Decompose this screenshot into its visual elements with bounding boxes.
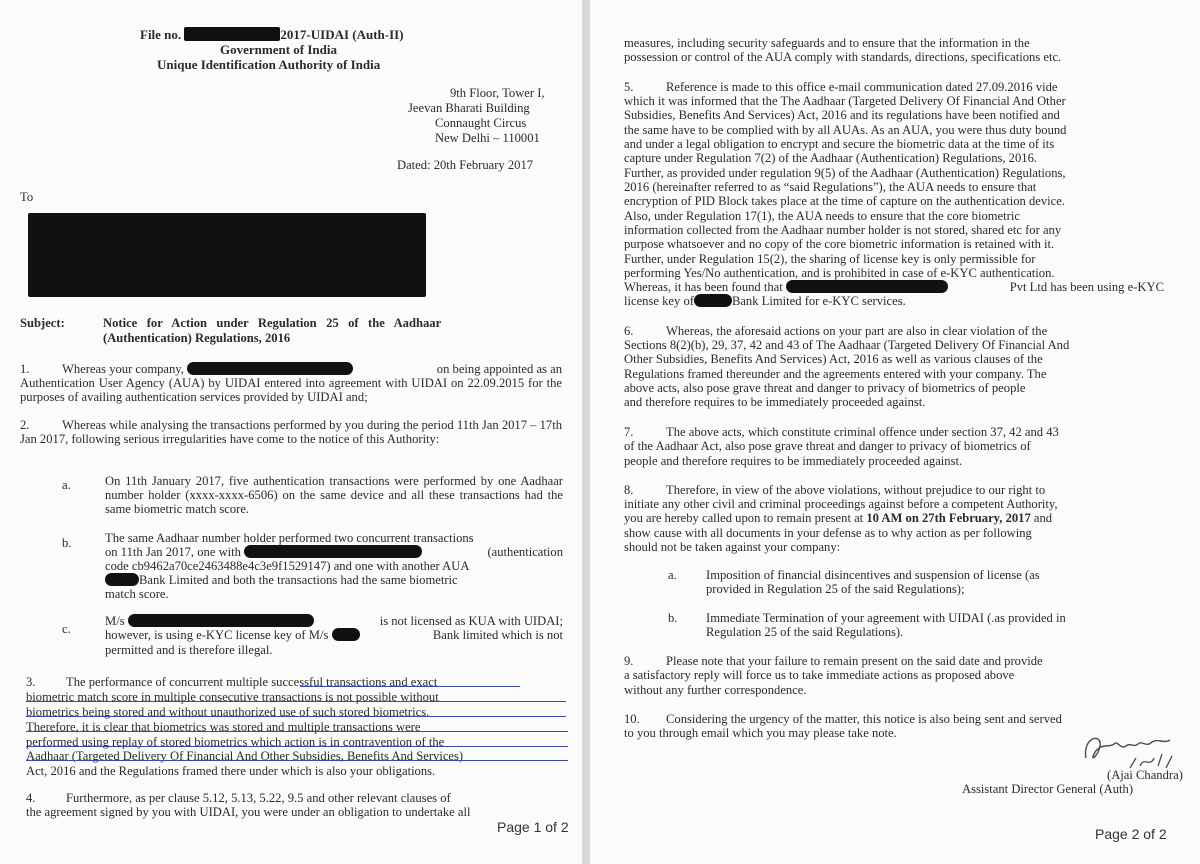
authority-heading: Unique Identification Authority of India	[157, 57, 381, 72]
to-label: To	[20, 190, 34, 204]
government-heading: Government of India	[220, 42, 337, 57]
subject-line-2: (Authentication) Regulations, 2016	[103, 331, 291, 345]
subject-label: Subject:	[20, 316, 65, 330]
item-a-body: On 11th January 2017, five authentication transactions were performed by one Aadhaar number holder (xxxx-xxxx-6506) on the same device and all these transactions had the same biometric match score.	[105, 474, 563, 517]
pen-underline	[26, 701, 566, 702]
pen-underline	[26, 746, 568, 747]
signatory-name: (Ajai Chandra)	[1107, 768, 1183, 782]
subject-line-1: Notice for Action under Regulation 25 of the Aadhaar	[103, 316, 442, 330]
redaction	[184, 27, 280, 41]
pen-underline	[300, 686, 520, 687]
redaction	[332, 628, 360, 641]
redaction	[244, 545, 422, 558]
redaction	[128, 614, 314, 627]
hearing-date: 10 AM on 27th February, 2017	[866, 511, 1031, 525]
pen-underline	[26, 760, 568, 761]
pen-underline	[26, 731, 568, 732]
para-1-line-1: Whereas your company, on being appointed as an	[62, 362, 562, 376]
redaction	[786, 280, 948, 293]
para-1-body: Authentication User Agency (AUA) by UIDAI entered into agreement with UIDAI on 22.09.2015 for the purposes of availing authentication services provided by UIDAI and;	[20, 376, 562, 405]
page-number: Page 1 of 2	[497, 819, 569, 835]
date-line: Dated: 20th February 2017	[397, 158, 534, 172]
redaction	[187, 362, 353, 375]
page-1: File no. 2017-UIDAI (Auth-II) Government of India Unique Identification Authority of India 9th Floor, Tower I, Jeevan Bharati Building Connaught Circus New Delhi – 110001 Dated: 20th February 2017 To Subject: Notice for Action under Regulation 25 of the Aadhaar (Authentication) Regulations, 2016 1. Whereas your company, on being appointed as an Authentication User Agency (AUA) by UIDAI entered into agreement with UIDAI on 22.09.2015 for the purposes of availing authentication services provided by UIDAI and; 2. Whereas while analysing the transactions performed by you during the period 11th Jan 2017 – 17th Jan 2017, following serious irregularities have come to the notice of this Authority: a. On 11th January 2017, five authentication transactions were performed by one Aadhaar number holder (xxxx-xxxx-6506) on the same device and all these transactions had the same biometric match score. b. The same Aadhaar number holder performed two concurrent transactions on 11th Jan 2017, one with (authentication code cb9462a70ce2463488e4c3e9f1529147) and one with another AUA Bank Limited and both the transactions had the same biometric match score. c. M/s is not licensed as KUA with UIDAI; however, is using e-KYC license key of M/s Bank limited which is not permitted and is therefore illegal. 3. The performance of concurrent multiple successful transactions and exact biometric match score in multiple consecutive transactions is not possible without biometrics being stored and without unauthorized use of such stored biometrics. Therefore, it is clear that biometrics was stored and multiple transactions were performed using replay of stored biometrics which action is in contravention of the Aadhaar (Targeted Delivery Of Financial And Other Subsidies, Benefits And Services) Act, 2016 and the Regulations framed there under which is also your obligations. 4. Furthermore, as per clause 5.12, 5.13, 5.22, 9.5 and other relevant clauses of the agreement signed by you with UIDAI, you were under an obligation to undertake all Page 1 of 2	[0, 0, 582, 864]
pen-underline	[26, 716, 566, 717]
page-2: measures, including security safeguards and to ensure that the information in the possession or control of the AUA comply with standards, directions, specifications etc. 5. Reference is made to this office e-mail communication dated 27.09.2016 vide which it was informed that the The Aadhaar (Targeted Delivery Of Financial And Other Subsidies, Benefits And Services) Act, 2016 and its regulations have been notified and the same have to be complied with by all AUAs. As an AUA, you were thus duty bound and under a legal obligation to encrypt and secure the biometric data at the time of its capture under Regulation 7(2) of the Aadhaar (Authentication) Regulations, 2016. Further, as provided under regulation 9(5) of the Aadhaar (Authentication) Regulations, 2016 (hereinafter referred to as “said Regulations”), the AUA needs to ensure that encryption of PID Block takes place at the time of capture on the authentication device. Also, under Regulation 17(1), the AUA needs to ensure that the core biometric information collected from the Aadhaar number holder is not stored, shared etc for any purpose whatsoever and no copy of the core biometric information is retained with it. Further, under Regulation 15(2), the sharing of license key is only permissible for performing Yes/No authentication, and is prohibited in case of e-KYC authentication. Whereas, it has been found that Pvt Ltd has been using e-KYC license key of Bank Limited for e-KYC services. 6. Whereas, the aforesaid actions on your part are also in clear violation of the Sections 8(2)(b), 29, 37, 42 and 43 of The Aadhaar (Targeted Delivery Of Financial And Other Subsidies, Benefits And Services) Act, 2016 as well as various clauses of the Regulations framed thereunder and the agreements entered with your company. The above acts, also pose grave threat and danger to privacy of biometrics of people and therefore requires to be immediately proceeded against. 7. The above acts, which constitute criminal offence under section 37, 42 and 43 of the Aadhaar Act, also pose grave threat and danger to privacy of biometrics of people and therefore requires to be immediately proceeded against. 8. Therefore, in view of the above violations, without prejudice to our right to initiate any other civil and criminal proceedings against before a competent Authority, you are hereby called upon to remain present at 10 AM on 27th February, 2017 and show cause with all documents in your defense as to why action as per following should not be taken against your company: a. Imposition of financial disincentives and suspension of license (as provided in Regulation 25 of the said Regulations); b. Immediate Termination of your agreement with UIDAI (.as provided in Regulation 25 of the said Regulations). 9. Please note that your failure to remain present on the said date and provide a satisfactory reply will force us to take immediate actions as proposed above without any further correspondence. 10. Considering the urgency of the matter, this notice is also being sent and served to you through email which you may please take note. (Ajai Chandra) Assistant Director General (Auth) Page 2 of 2	[590, 0, 1200, 864]
page-number: Page 2 of 2	[1095, 826, 1167, 842]
recipient-redaction	[28, 213, 426, 297]
file-number: File no. 2017-UIDAI (Auth-II)	[140, 27, 404, 42]
para-2-body: Whereas while analysing the transactions performed by you during the period 11th Jan 2017 – 17th Jan 2017, following serious irregularities have come to the notice of this Authority:	[20, 418, 563, 447]
redaction	[105, 573, 139, 586]
signatory-designation: Assistant Director General (Auth)	[962, 782, 1134, 796]
redaction	[694, 294, 732, 307]
